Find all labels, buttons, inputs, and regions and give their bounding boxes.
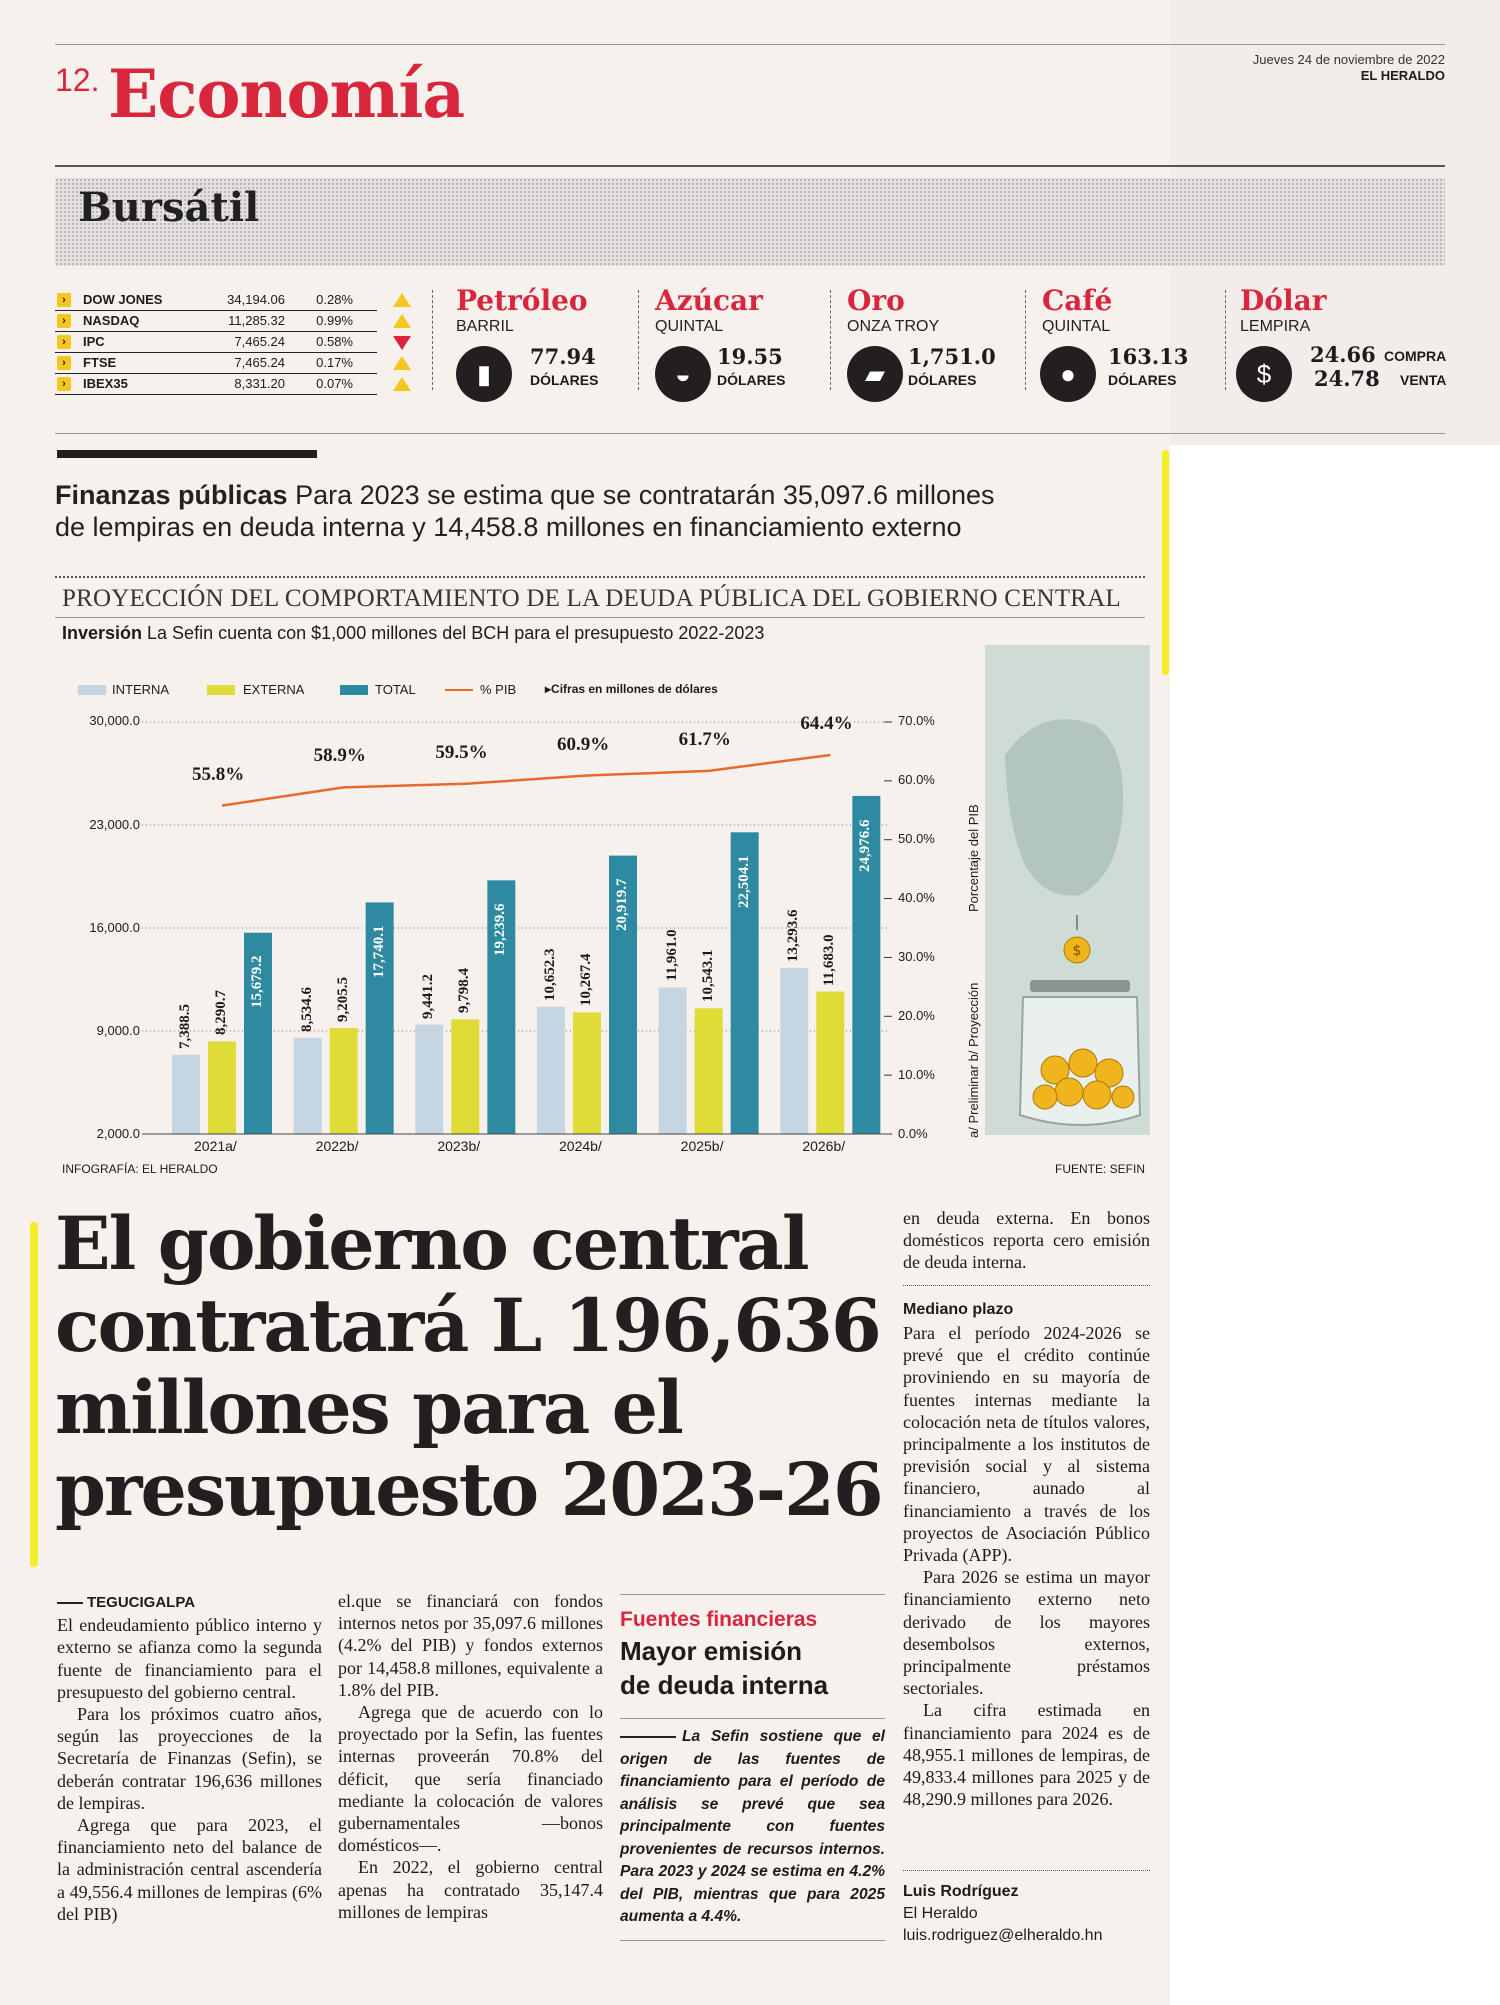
chart-subtitle-label: Inversión <box>62 623 143 643</box>
commodity-name: Oro <box>847 284 905 317</box>
box-text <box>620 1726 885 1929</box>
article-paragraph: Para los próximos cuatro años, según las proyecciones de la Secretaría de Finanzas (Sefin), se deberán contratar 196,636 millones de lempiras. <box>57 1704 322 1813</box>
commodity-value: 163.13 <box>1108 344 1189 369</box>
headline-line: millones para el <box>55 1365 682 1451</box>
bar-interna <box>780 968 808 1134</box>
bar-value-label: 9,441.2 <box>420 973 437 1019</box>
legend-note: ▸Cifras en millones de dólares <box>545 682 718 696</box>
y-axis-right-title: Porcentaje del PIB <box>966 804 981 912</box>
article-paragraph: La cifra estimada en financiamiento para 2024 es de 48,955.1 millones de lempiras, de 49,833.4 millones para 2025 y de 48,290.9 millones para 2026. <box>903 1700 1150 1810</box>
dollar-sell-value: 24.78 <box>1314 366 1380 391</box>
bar-externa <box>451 1019 479 1134</box>
chart-source: FUENTE: SEFIN <box>1055 1162 1146 1176</box>
bar-value-label: 24,976.6 <box>857 819 874 872</box>
pib-value-label: 58.9% <box>313 745 366 767</box>
bar-externa <box>330 1028 358 1134</box>
x-category-label: 2026b/ <box>802 1138 846 1154</box>
sugar-sack-icon: ◒ <box>655 346 711 402</box>
y-tick-left: 2,000.0 <box>96 1126 140 1141</box>
pib-value-label: 64.4% <box>800 712 853 734</box>
pib-value-label: 60.9% <box>557 733 610 755</box>
y-tick-left: 30,000.0 <box>89 713 140 728</box>
article-paragraph: El endeudamiento público interno y externo se afianza como la segunda fuente de financiamiento para el presupuesto del gobierno central. <box>57 1615 322 1702</box>
y-tick-left: 23,000.0 <box>89 817 140 832</box>
bar-value-label: 13,293.6 <box>785 909 802 962</box>
stock-name: FTSE <box>83 355 117 370</box>
box-title-rule <box>620 1718 885 1719</box>
stock-value: 11,285.32 <box>228 313 285 328</box>
legend-externa: EXTERNA <box>243 682 305 697</box>
coffee-bean-icon: ● <box>1040 346 1096 402</box>
pib-value-label: 59.5% <box>435 741 488 763</box>
chart-subtitle-text: La Sefin cuenta con $1,000 millones del BCH para el presupuesto 2022-2023 <box>142 623 765 643</box>
author-email: luis.rodriguez@elheraldo.hn <box>903 1927 1103 1944</box>
article-paragraph: en deuda externa. En bonos domésticos reporta cero emisión de deuda interna. <box>903 1208 1150 1273</box>
article-column-2 <box>338 1590 603 1923</box>
commodity-currency: DÓLARES <box>908 372 977 388</box>
bar-value-label: 8,290.7 <box>213 990 229 1036</box>
subsection-heading: Mediano plazo <box>903 1301 1014 1318</box>
article-paragraph: Para el período 2024-2026 se prevé que el crédito continúe proviniendo en su mayoría de fuentes internas mediante la colocación neta de títulos valores, principalmente a los institutos de previsión social y al sistema financiero, aunado al financiamiento a través de los proyectos de Asociación Público Privada (APP). <box>903 1323 1150 1566</box>
legend-pib: % PIB <box>480 682 517 697</box>
chart-credit: INFOGRAFÍA: EL HERALDO <box>62 1162 218 1176</box>
commodity-name: Café <box>1042 284 1113 317</box>
chart-notes: a/ Preliminar b/ Proyección <box>966 982 981 1138</box>
bar-externa <box>695 1008 723 1134</box>
bar-value-label: 11,961.0 <box>663 929 680 982</box>
bar-value-label: 9,798.4 <box>456 968 473 1014</box>
highlighter-mark <box>30 1222 38 1567</box>
stock-change: 0.58% <box>316 334 353 349</box>
bar-value-label: 7,388.5 <box>177 1003 193 1049</box>
box-title: Mayor emisión <box>620 1636 803 1666</box>
stock-change: 0.99% <box>316 313 353 328</box>
subhead-label: Finanzas públicas <box>55 480 288 510</box>
headline-line: El gobierno central <box>55 1201 808 1287</box>
bar-value-label: 10,652.3 <box>542 948 558 1001</box>
paper-name: EL HERALDO <box>1360 68 1445 83</box>
y-tick-left: 9,000.0 <box>96 1023 140 1038</box>
box-text-content: La Sefin sostiene que el origen de las fuentes de financiamiento para el período de análisis se prevé que sea principalmente con fuentes provenientes de recursos internos. Para 2023 y 2024 se estima en 4.2% del PIB, mientras que para 2025 aumenta a 4.4%. <box>620 1728 885 1925</box>
y-tick-right: 20.0% <box>898 1008 935 1023</box>
article-paragraph: el.que se financiará con fondos internos netos por 35,097.6 millones (4.2% del PIB) y fondos externos por 14,458.8 millones, equivalente a 1.8% del PIB. <box>338 1591 603 1700</box>
legend-note-text: Cifras en millones de dólares <box>551 682 718 696</box>
subhead-text: Para 2023 se estima que se contratarán 35,097.6 millones <box>287 480 995 510</box>
divider <box>1225 290 1226 390</box>
col4-dotted-rule <box>903 1285 1150 1286</box>
y-tick-right: 60.0% <box>898 772 935 787</box>
dollar-buy-value: 24.66 <box>1310 342 1376 367</box>
commodity-name: Petróleo <box>456 284 588 317</box>
dollar-sell-label: VENTA <box>1400 372 1447 388</box>
bar-externa <box>816 992 844 1134</box>
chart-title: PROYECCIÓN DEL COMPORTAMIENTO DE LA DEUDA PÚBLICA DEL GOBIERNO CENTRAL <box>62 585 1121 612</box>
stock-value: 7,465.24 <box>234 355 285 370</box>
author-dotted-rule <box>903 1870 1150 1871</box>
box-bottom-rule <box>620 1940 885 1941</box>
page-number: 12. <box>55 62 100 98</box>
commodity-currency: DÓLARES <box>717 372 786 388</box>
commodity-currency: DÓLARES <box>530 372 599 388</box>
commodity-name: Dólar <box>1240 284 1327 317</box>
headline-line: presupuesto 2023-26 <box>55 1447 882 1533</box>
chevron-right-icon: › <box>57 293 71 307</box>
commodity-unit: QUINTAL <box>1042 318 1111 335</box>
stock-name: IPC <box>83 334 105 349</box>
y-tick-right: 0.0% <box>898 1126 928 1141</box>
highlighter-mark <box>1162 450 1169 675</box>
stock-value: 8,331.20 <box>234 376 285 391</box>
section-title: Economía <box>108 55 465 133</box>
bursatil-title: Bursátil <box>78 184 260 231</box>
author-name: Luis Rodríguez <box>903 1883 1019 1900</box>
commodity-unit: LEMPIRA <box>1240 318 1311 335</box>
article-column-4 <box>903 1322 1150 1810</box>
box-title: de deuda interna <box>620 1670 829 1700</box>
bar-value-label: 10,267.4 <box>578 953 594 1007</box>
x-category-label: 2025b/ <box>680 1138 724 1154</box>
bar-value-label: 9,205.5 <box>334 976 351 1022</box>
x-category-label: 2024b/ <box>559 1138 602 1154</box>
commodity-value: 19.55 <box>717 344 783 369</box>
article-column-1 <box>57 1590 322 1925</box>
bar-value-label: 22,504.1 <box>735 855 752 908</box>
stock-name: DOW JONES <box>83 292 163 307</box>
box-kicker: Fuentes financieras <box>620 1608 818 1631</box>
chevron-right-icon: › <box>57 356 71 370</box>
x-category-label: 2022b/ <box>315 1138 359 1154</box>
chevron-right-icon: › <box>57 335 71 349</box>
pib-value-label: 61.7% <box>678 728 731 750</box>
bar-value-label: 15,679.2 <box>249 955 265 1009</box>
article-paragraph: Para 2026 se estima un mayor financiamiento externo neto derivado de los mayores desembolsos externos, principalmente préstamos sectoriales. <box>903 1567 1150 1699</box>
x-category-label: 2021a/ <box>194 1138 237 1154</box>
chevron-right-icon: › <box>57 314 71 328</box>
pib-value-label: 55.8% <box>192 763 245 785</box>
bar-interna <box>415 1025 443 1134</box>
stock-name: NASDAQ <box>83 313 140 328</box>
bar-externa <box>573 1012 601 1134</box>
y-tick-right: 40.0% <box>898 890 935 905</box>
oil-barrel-icon: ▮ <box>456 346 512 402</box>
stock-change: 0.07% <box>316 376 353 391</box>
x-category-label: 2023b/ <box>437 1138 481 1154</box>
stock-value: 34,194.06 <box>227 292 285 307</box>
bar-interna <box>537 1007 565 1134</box>
svg-text:$: $ <box>1072 943 1082 959</box>
y-tick-right: 50.0% <box>898 831 935 846</box>
bar-externa <box>208 1041 236 1134</box>
commodity-unit: QUINTAL <box>655 318 724 335</box>
article-column-4-top <box>903 1207 1150 1274</box>
y-tick-left: 16,000.0 <box>89 920 140 935</box>
article-paragraph: Agrega que para 2023, el financiamiento neto del balance de la administración central ascendería a 49,556.4 millones de lempiras (6% del PIB) <box>57 1815 322 1924</box>
stock-change: 0.28% <box>316 292 353 307</box>
bar-value-label: 11,683.0 <box>821 933 838 986</box>
commodity-unit: BARRIL <box>456 318 514 335</box>
bar-interna <box>172 1055 200 1134</box>
headline-line: contratará L 196,636 <box>55 1283 880 1369</box>
legend-total: TOTAL <box>375 682 416 697</box>
subhead-line2: de lempiras en deuda interna y 14,458.8 millones en financiamiento externo <box>55 512 962 542</box>
stock-value: 7,465.24 <box>234 334 285 349</box>
box-top-rule <box>620 1594 885 1595</box>
issue-date: Jueves 24 de noviembre de 2022 <box>1252 52 1445 67</box>
stock-change: 0.17% <box>316 355 353 370</box>
y-tick-right: 70.0% <box>898 713 935 728</box>
article-paragraph: En 2022, el gobierno central apenas ha contratado 35,147.4 millones de lempiras <box>338 1857 603 1922</box>
commodity-name: Azúcar <box>655 284 763 317</box>
bar-value-label: 19,239.6 <box>492 903 509 956</box>
gold-bars-icon: ▰ <box>847 346 903 402</box>
stock-name: IBEX35 <box>83 376 128 391</box>
author-paper: El Heraldo <box>903 1905 978 1922</box>
dollar-buy-label: COMPRA <box>1384 348 1447 364</box>
bar-interna <box>659 987 687 1134</box>
bar-value-label: 8,534.6 <box>298 986 315 1032</box>
commodity-value: 77.94 <box>530 344 596 369</box>
commodity-currency: DÓLARES <box>1108 372 1177 388</box>
bar-interna <box>294 1038 322 1134</box>
commodity-unit: ONZA TROY <box>847 318 940 335</box>
legend-interna: INTERNA <box>112 682 170 697</box>
bar-value-label: 17,740.1 <box>370 925 387 978</box>
bar-value-label: 10,543.1 <box>699 949 716 1003</box>
commodity-value: 1,751.0 <box>908 344 996 369</box>
money-bag-icon: $ <box>1236 346 1292 402</box>
bar-value-label: 20,919.7 <box>614 878 630 932</box>
y-tick-right: 10.0% <box>898 1067 935 1082</box>
article-dateline: TEGUCIGALPA <box>87 1594 196 1611</box>
chevron-right-icon: › <box>57 377 71 391</box>
y-tick-right: 30.0% <box>898 949 935 964</box>
article-paragraph: Agrega que de acuerdo con lo proyectado por la Sefin, las fuentes internas proveerán 70.8% del déficit, que sería financiado mediante la colocación de valores gubernamentales —bonos domésticos—. <box>338 1702 603 1856</box>
